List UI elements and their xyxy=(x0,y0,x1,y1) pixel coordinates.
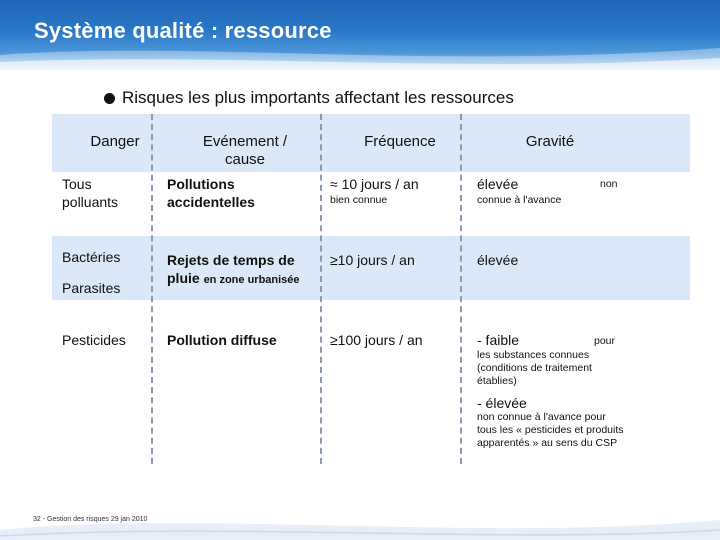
row-1-event xyxy=(167,175,255,211)
row-1-danger-line: Tous xyxy=(62,176,92,192)
row-3-gravity-a-extra: pour xyxy=(594,335,616,347)
row-2-event xyxy=(167,251,317,287)
row-3-frequency: ≥100 jours / an xyxy=(330,332,423,348)
row-3-danger: Pesticides xyxy=(62,332,126,348)
row-1-frequency: ≈ 10 jours / an xyxy=(330,176,419,192)
column-divider xyxy=(151,114,153,464)
header-frequency: Fréquence xyxy=(364,133,436,150)
row-3-event: Pollution diffuse xyxy=(167,332,277,348)
column-divider xyxy=(320,114,322,464)
row-3-gravity-a: - faible xyxy=(477,332,520,348)
subtitle-bullet xyxy=(104,88,514,108)
page-title: Système qualité : ressource xyxy=(34,18,332,43)
header-event: Evénement / cause xyxy=(202,133,288,168)
row-1-gravity: élevée xyxy=(477,176,519,192)
header-danger: Danger xyxy=(90,133,140,150)
row-1-danger-line: polluants xyxy=(62,194,119,210)
row-2-event-text: Rejets de temps de pluie xyxy=(167,252,295,286)
row-1-gravity-note: connue à l'avance xyxy=(477,194,562,206)
column-divider xyxy=(460,114,462,464)
row-3-gravity-b-note: non connue à l'avance pour tous les « pesticides et produits apparentés » au sens du CSP xyxy=(477,411,624,449)
row-1-gravity-extra: non xyxy=(600,178,618,190)
bullet-icon xyxy=(104,93,115,104)
row-3-gravity-b: - élevée xyxy=(477,395,527,411)
row-2-event-note: en zone urbanisée xyxy=(203,274,300,286)
header-gravity: Gravité xyxy=(525,133,575,150)
row-2-gravity: élevée xyxy=(477,252,519,268)
footer: 32 - Gestion des risques 29 jan 2010 xyxy=(33,516,148,523)
row-1-event-line: Pollutions xyxy=(167,176,235,192)
row-2-danger-a: Bactéries xyxy=(62,249,121,265)
row-1-frequency-note: bien connue xyxy=(330,194,388,206)
row-1-event-line: accidentelles xyxy=(167,194,255,210)
row-3-gravity-a-note: les substances connues (conditions de traitement établies) xyxy=(477,349,592,387)
row-2-danger-b: Parasites xyxy=(62,280,121,296)
subtitle: Risques les plus importants affectant les ressources xyxy=(122,88,514,107)
row-1-danger xyxy=(62,175,118,211)
row-2-frequency: ≥10 jours / an xyxy=(330,252,415,268)
